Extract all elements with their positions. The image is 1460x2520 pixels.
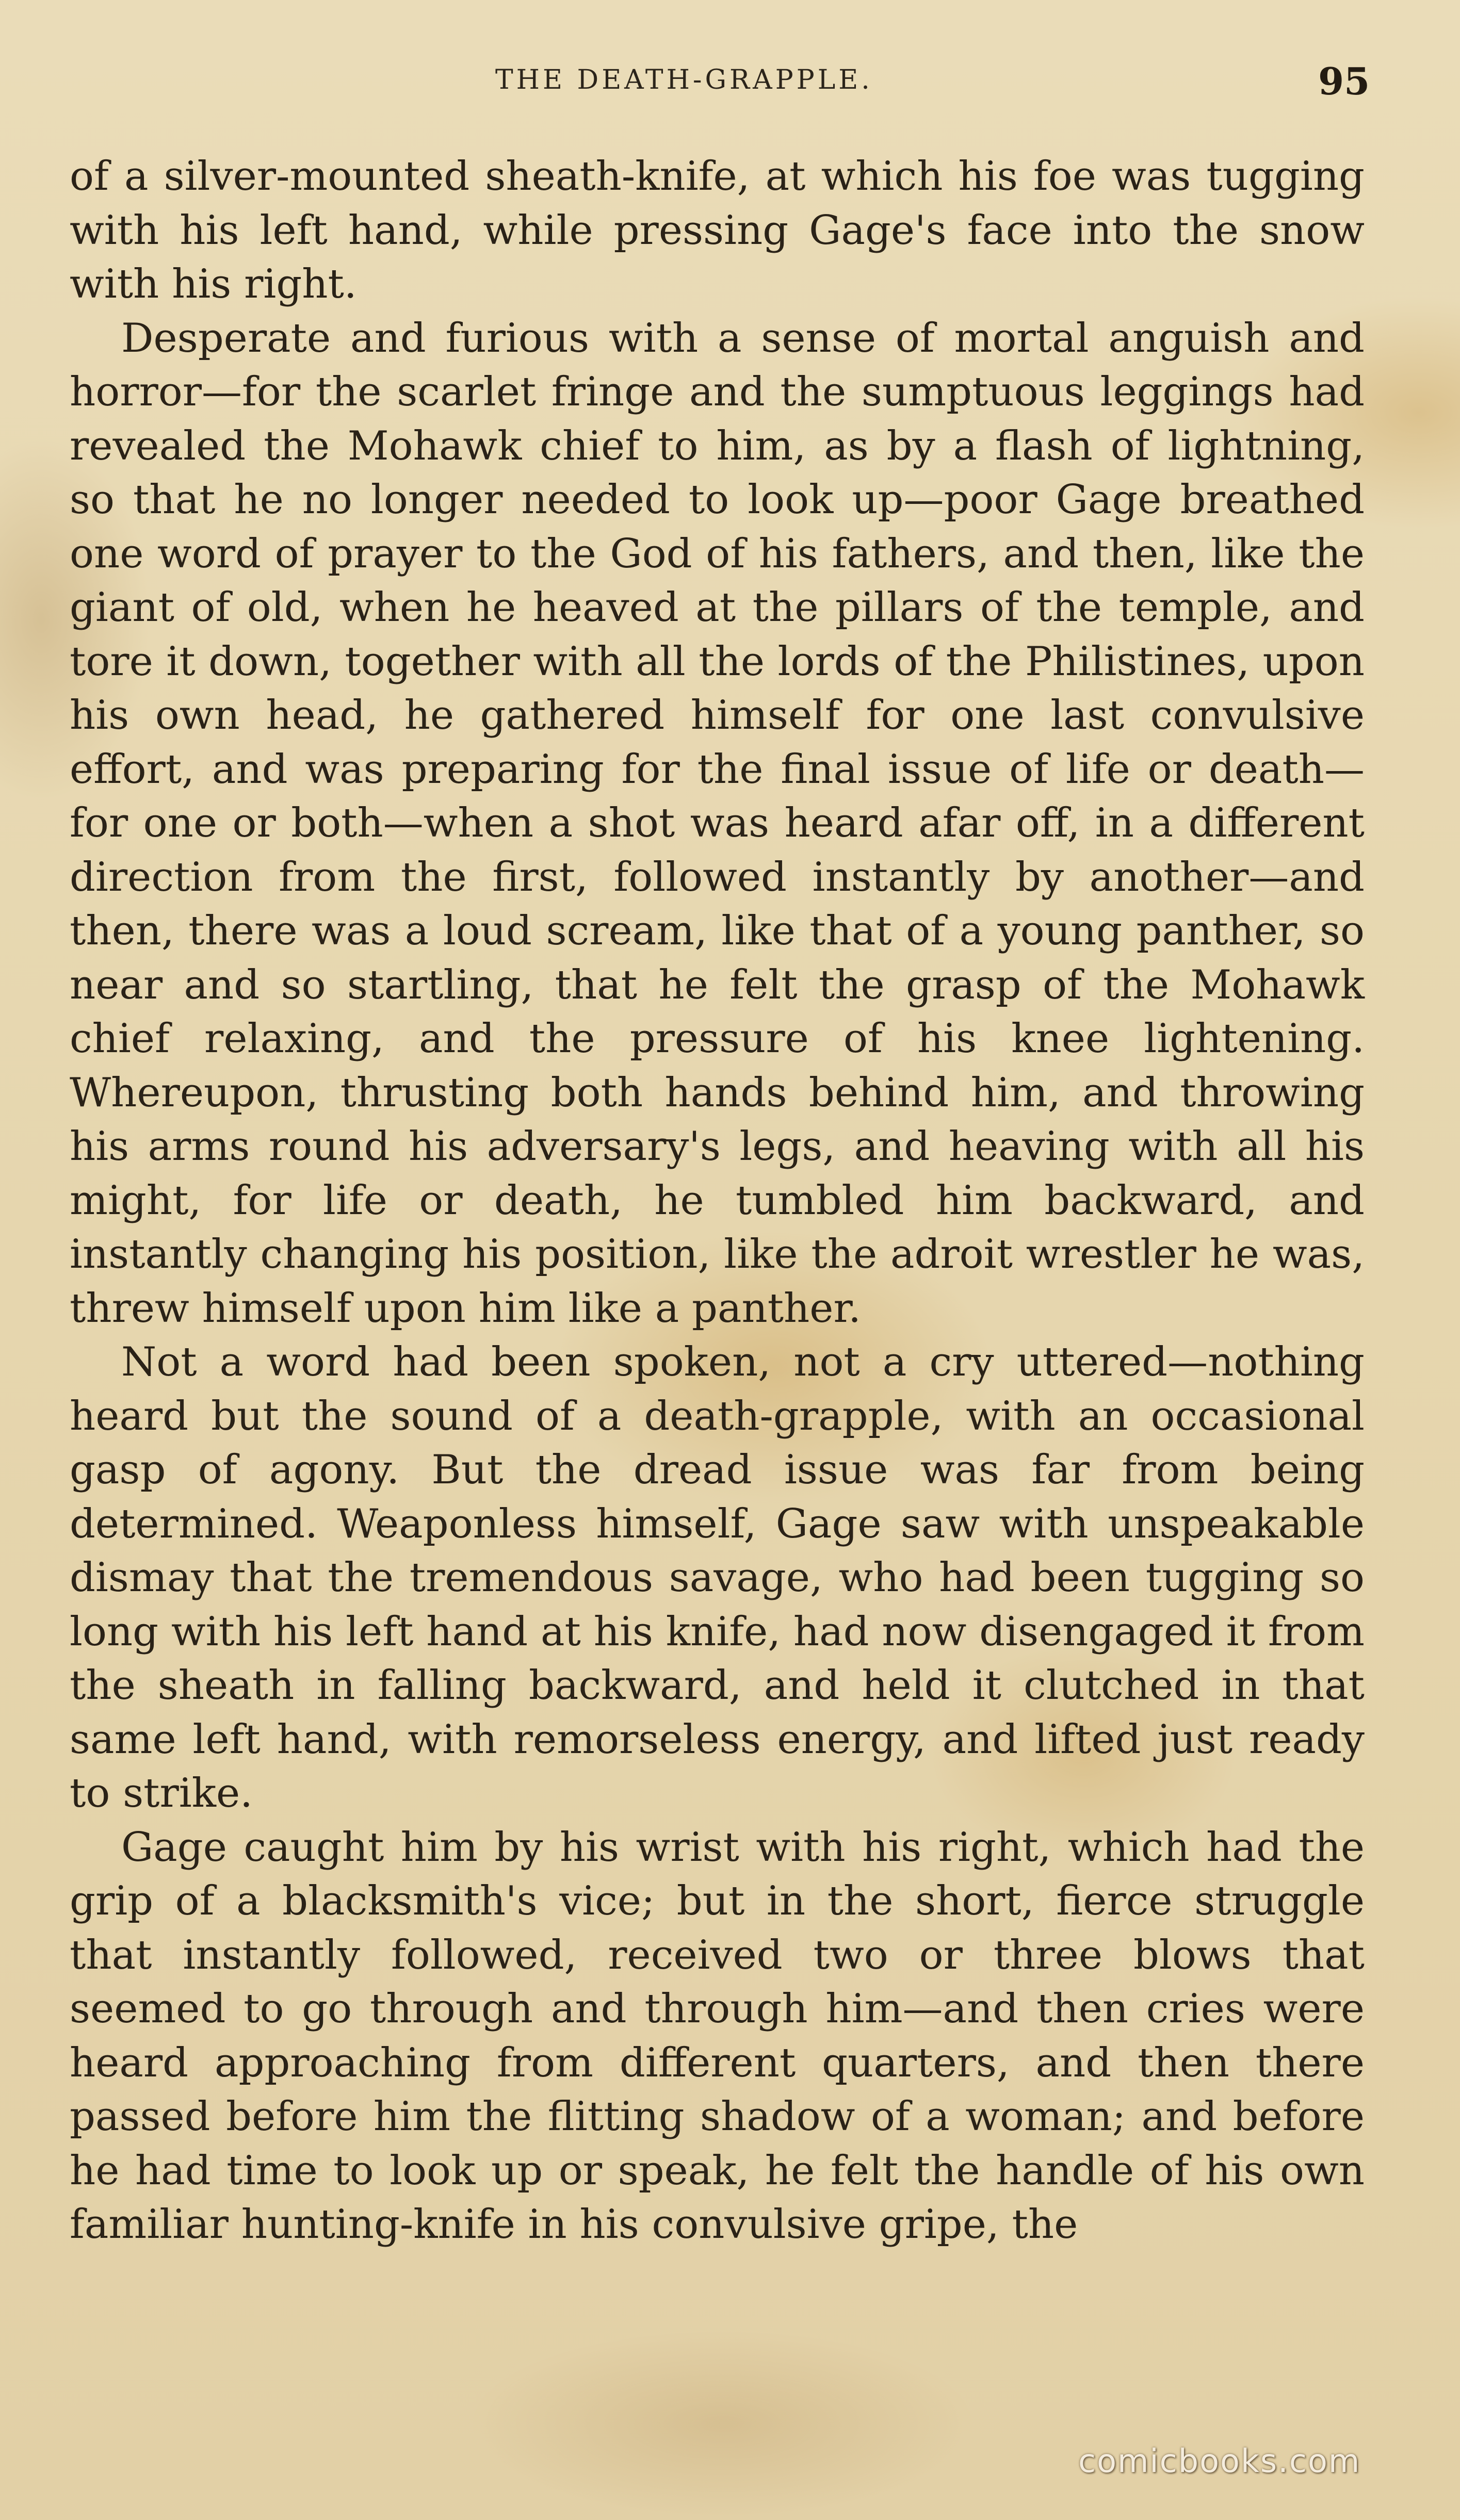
paragraph-2: Desperate and furious with a sense of mortal anguish and horror—for the scarlet fringe and the sumptuous leggings had revealed the Mohawk chief to him, as by a flash of lightning, so that he no longer needed to look up—poor Gage breathed one word of prayer to the God of his fathers, and then, like the giant of old, when he heaved at the pillars of the temple, and tore it down, together with all the lords of the Philistines, upon his own head, he gathered himself for one last convulsive effort, and was preparing for the final issue of life or death—for one or both—when a shot was heard afar off, in a different direction from the first, followed instantly by another—and then, there was a loud scream, like that of a young panther, so near and so startling, that he felt the grasp of the Mohawk chief relaxing, and the pressure of his knee lightening. Whereupon, thrusting both hands behind him, and throwing his arms round his adversary's legs, and heaving with all his might, for life or death, he tumbled him backward, and instantly changing his position, like the adroit wrestler he was, threw himself upon him like a panther. xyxy=(70,315,1365,1332)
page-header xyxy=(0,59,1460,101)
paragraph-4: Gage caught him by his wrist with his right, which had the grip of a blacksmith's vice; but in the short, fierce struggle that instantly followed, received two or three blows that seemed to go through and through him—and then cries were heard approaching from different quarters, and then there passed before him the flitting shadow of a woman; and before he had time to look up or speak, he felt the handle of his own familiar hunting-knife in his convulsive gripe, the xyxy=(70,1824,1365,2248)
body-text xyxy=(70,150,1365,2252)
paragraph-1: of a silver-mounted sheath-knife, at which his foe was tugging with his left hand, while pressing Gage's face into the snow with his right. xyxy=(70,153,1365,307)
watermark: comicbooks.com xyxy=(1078,2442,1361,2480)
page-number: 95 xyxy=(1318,59,1370,103)
paragraph-3: Not a word had been spoken, not a cry uttered—nothing heard but the sound of a death-grapple, with an occasional gasp of agony. But the dread issue was far from being determined. Weaponless himself, Gage saw with unspeakable dismay that the tremendous savage, who had been tugging so long with his left hand at his knife, had now disengaged it from the sheath in falling backward, and held it clutched in that same left hand, with remorseless energy, and lifted just ready to strike. xyxy=(70,1339,1365,1817)
running-head: THE DEATH-GRAPPLE. xyxy=(495,64,873,95)
